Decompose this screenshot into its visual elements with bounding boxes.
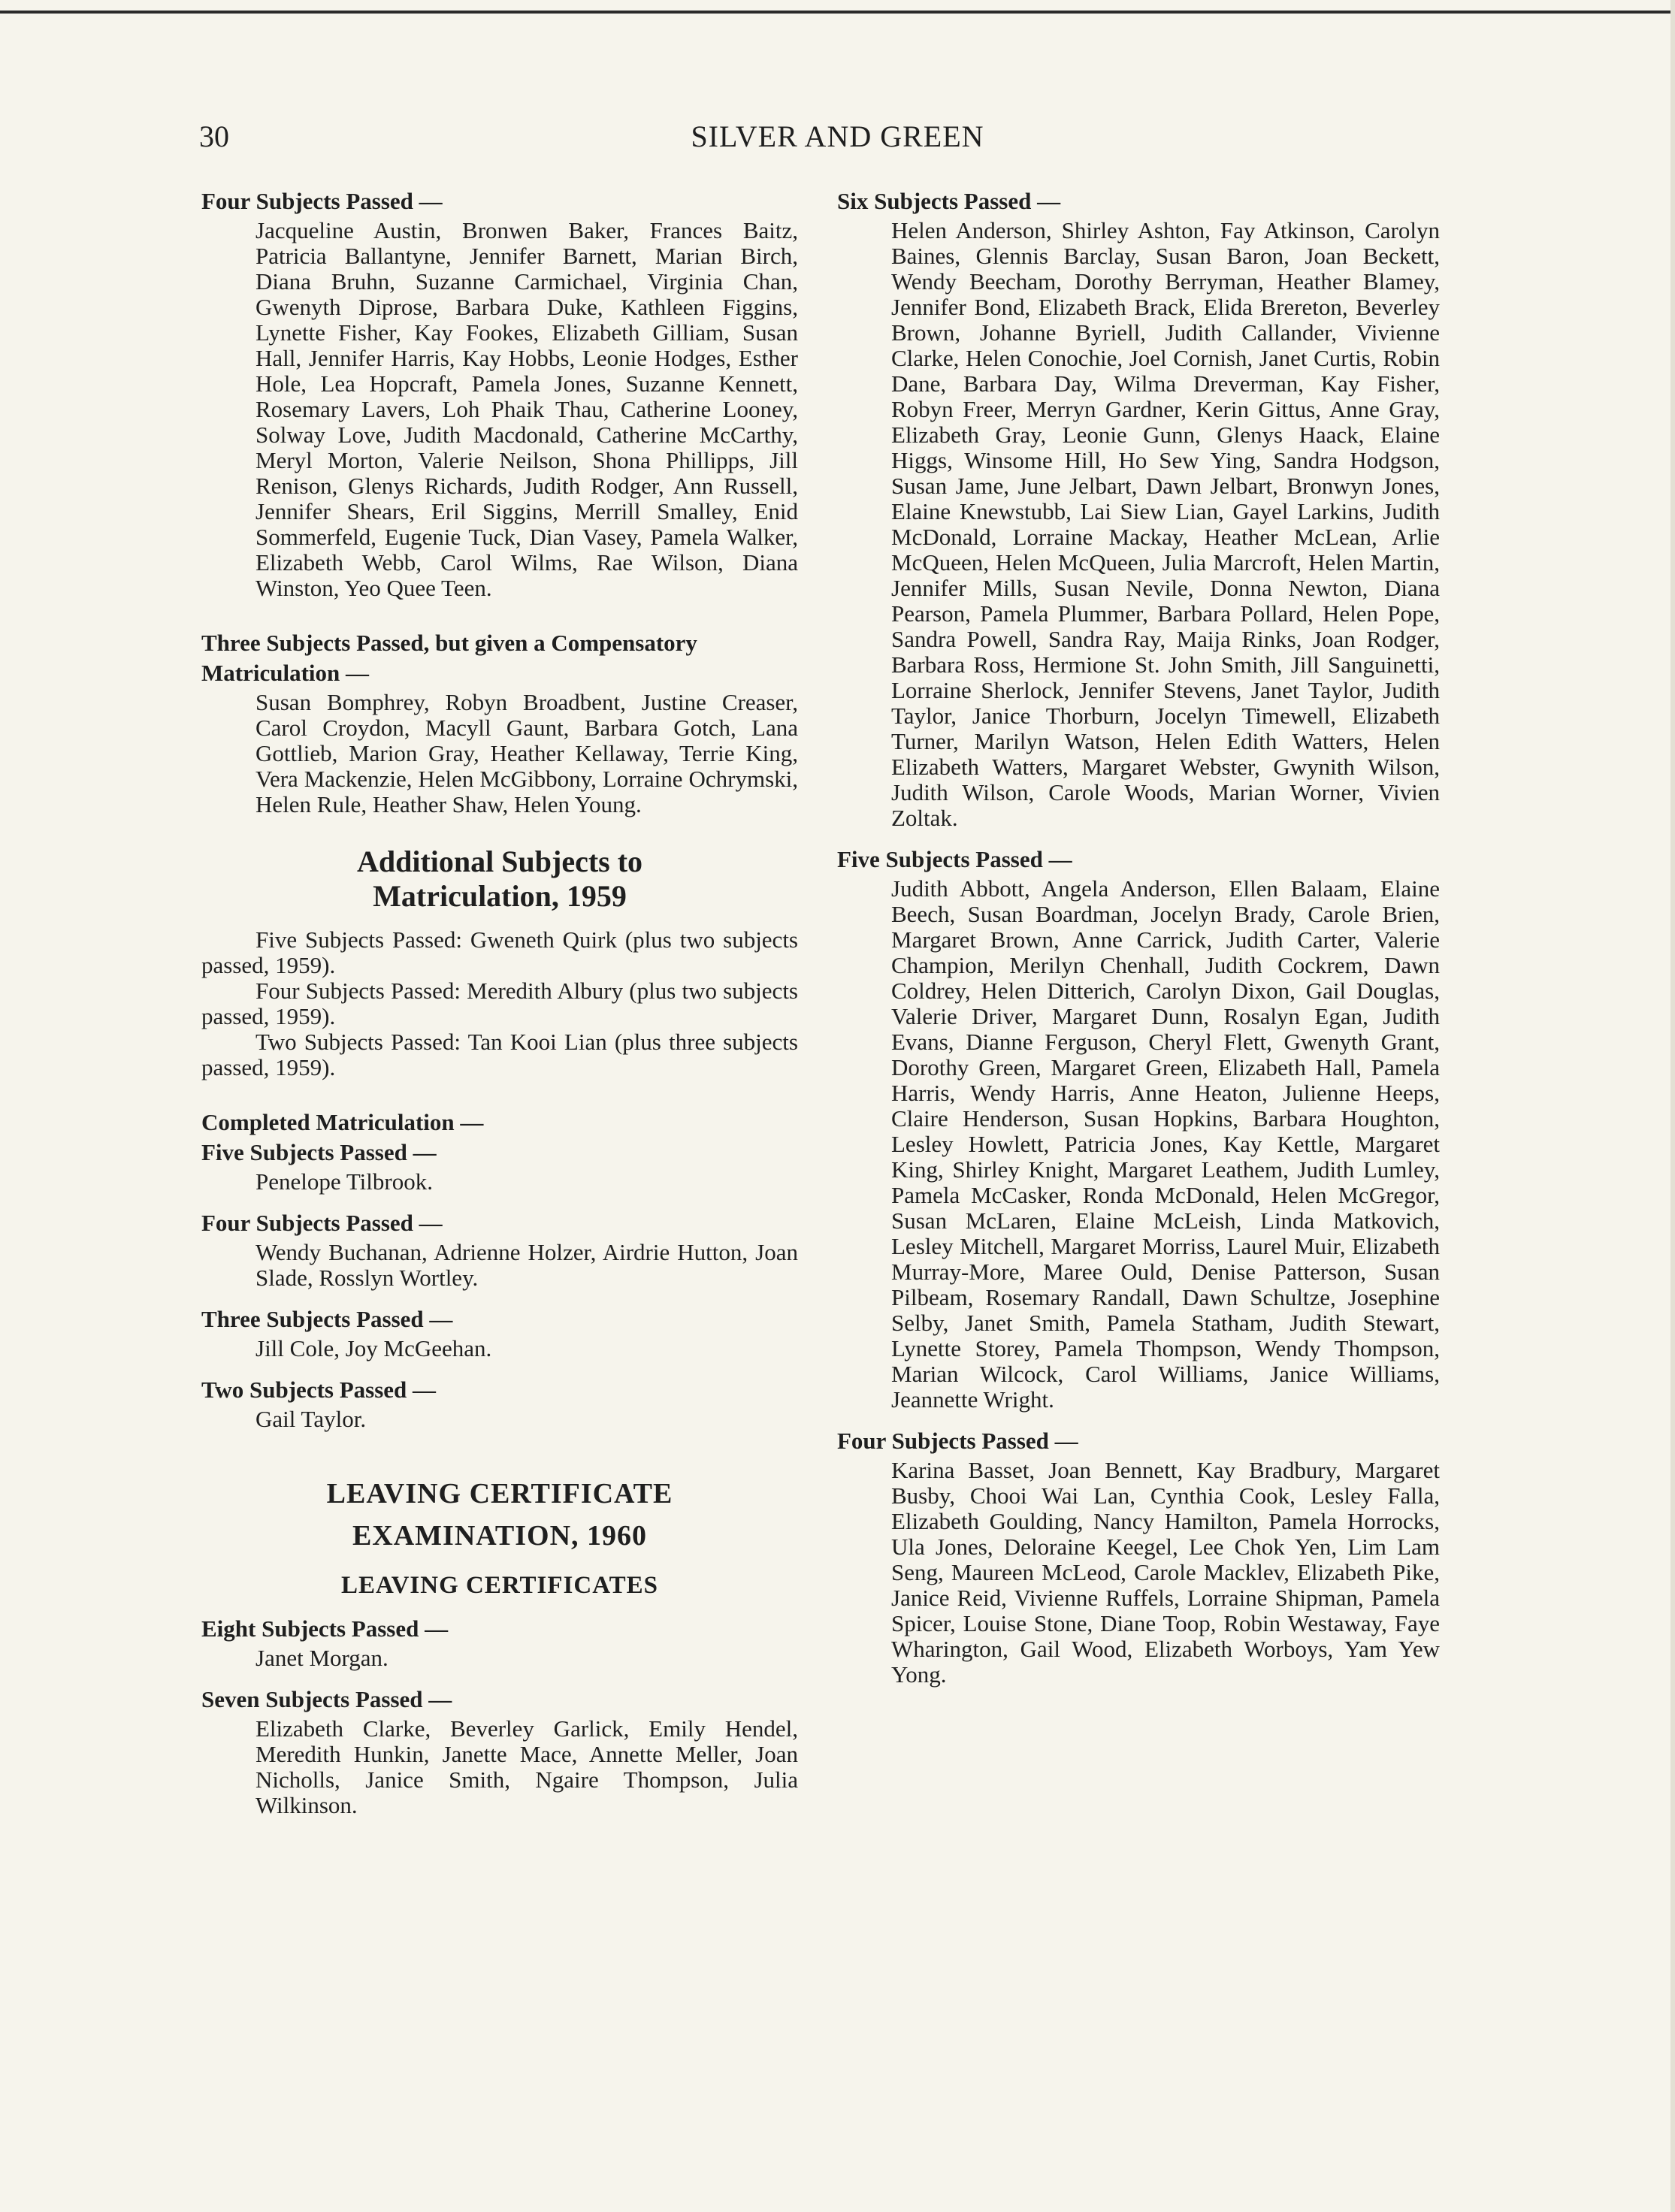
completed-four-heading: Four Subjects Passed —	[201, 1210, 443, 1236]
three-compensatory-heading: Three Subjects Passed, but given a Compensatory Matriculation —	[201, 630, 697, 686]
four-subjects-heading: Four Subjects Passed —	[201, 188, 443, 214]
page-edge	[1670, 0, 1675, 2212]
additional-line-3: Two Subjects Passed: Tan Kooi Lian (plus three subjects passed, 1959).	[201, 1029, 798, 1080]
right-four-subjects-heading: Four Subjects Passed —	[837, 1428, 1078, 1454]
completed-two-heading: Two Subjects Passed —	[201, 1376, 437, 1403]
right-column	[837, 186, 1440, 1688]
five-subjects-names: Judith Abbott, Angela Anderson, Ellen Balaam, Elaine Beech, Susan Boardman, Jocelyn Brady, Carole Brien, Margaret Brown, Anne Carrick, Judith Carter, Valerie Champion, Merilyn Chenhall, Judith Cockrem, Dawn Coldrey, Helen Ditterich, Carolyn Dixon, Gail Douglas, Valerie Driver, Margaret Dunn, Rosalyn Egan, Judith Evans, Dianne Ferguson, Cheryl Flett, Gwenyth Grant, Dorothy Green, Margaret Green, Elizabeth Hall, Pamela Harris, Wendy Harris, Anne Heaton, Julienne Heeps, Claire Henderson, Susan Hopkins, Barbara Houghton, Lesley Howlett, Patricia Jones, Kay Kettle, Margaret King, Shirley Knight, Margaret Leathem, Judith Lumley, Pamela McCasker, Ronda McDonald, Helen McGregor, Susan McLaren, Elaine McLeish, Linda Matkovich, Lesley Mitchell, Margaret Morriss, Laurel Muir, Elizabeth Murray-More, Maree Ould, Denise Patterson, Susan Pilbeam, Rosemary Randall, Dawn Schultze, Josephine Selby, Janet Smith, Pamela Statham, Judith Stewart, Lynette Storey, Pamela Thompson, Wendy Thompson, Marian Wilcock, Carol Williams, Janice Williams, Jeannette Wright.	[891, 875, 1440, 1413]
leaving-title-line1: LEAVING CERTIFICATE	[326, 1478, 673, 1509]
completed-two-names: Gail Taylor.	[255, 1406, 367, 1432]
seven-subjects-names: Elizabeth Clarke, Beverley Garlick, Emily Hendel, Meredith Hunkin, Janette Mace, Annette Meller, Joan Nicholls, Janice Smith, Ngaire Thompson, Julia Wilkinson.	[255, 1715, 798, 1818]
additional-line-2: Four Subjects Passed: Meredith Albury (plus two subjects passed, 1959).	[201, 978, 798, 1029]
additional-title-line2: Matriculation, 1959	[373, 879, 627, 913]
six-subjects-names: Helen Anderson, Shirley Ashton, Fay Atkinson, Carolyn Baines, Glennis Barclay, Susan Baron, Joan Beckett, Wendy Beecham, Dorothy Berryman, Heather Blamey, Jennifer Bond, Elizabeth Brack, Elida Brereton, Beverley Brown, Johanne Byriell, Judith Callander, Vivienne Clarke, Helen Conochie, Joel Cornish, Janet Curtis, Robin Dane, Barbara Day, Wilma Dreverman, Kay Fisher, Robyn Freer, Merryn Gardner, Kerin Gittus, Anne Gray, Elizabeth Gray, Leonie Gunn, Glenys Haack, Elaine Higgs, Winsome Hill, Ho Sew Ying, Sandra Hodgson, Susan Jame, June Jelbart, Dawn Jelbart, Bronwyn Jones, Elaine Knewstubb, Lai Siew Lian, Gayel Larkins, Judith McDonald, Lorraine Mackay, Heather McLean, Arlie McQueen, Helen McQueen, Julia Marcroft, Helen Martin, Jennifer Mills, Susan Nevile, Donna Newton, Diana Pearson, Pamela Plummer, Barbara Pollard, Helen Pope, Sandra Powell, Sandra Ray, Maija Rinks, Joan Rodger, Barbara Ross, Hermione St. John Smith, Jill Sanguinetti, Lorraine Sherlock, Jennifer Stevens, Janet Taylor, Judith Taylor, Janice Thorburn, Jocelyn Timewell, Elizabeth Turner, Marilyn Watson, Helen Edith Watters, Helen Elizabeth Watters, Margaret Webster, Gwynith Wilson, Judith Wilson, Carole Woods, Marian Worner, Vivien Zoltak.	[891, 217, 1440, 831]
completed-five-heading: Five Subjects Passed —	[201, 1139, 437, 1165]
five-subjects-heading: Five Subjects Passed —	[837, 846, 1072, 872]
eight-subjects-heading: Eight Subjects Passed —	[201, 1615, 449, 1642]
four-subjects-names: Jacqueline Austin, Bronwen Baker, Frances Baitz, Patricia Ballantyne, Jennifer Barnett, Marian Birch, Diana Bruhn, Suzanne Carmichael, Virginia Chan, Gwenyth Diprose, Barbara Duke, Kathleen Figgins, Lynette Fisher, Kay Fookes, Elizabeth Gilliam, Susan Hall, Jennifer Harris, Kay Hobbs, Leonie Hodges, Esther Hole, Lea Hopcraft, Pamela Jones, Suzanne Kennett, Rosemary Lavers, Loh Phaik Thau, Catherine Looney, Solway Love, Judith Macdonald, Catherine McCarthy, Meryl Morton, Valerie Neilson, Shona Phillipps, Jill Renison, Glenys Richards, Judith Rodger, Ann Russell, Jennifer Shears, Eril Siggins, Merrill Smalley, Enid Sommerfeld, Eugenie Tuck, Dian Vasey, Pamela Walker, Elizabeth Webb, Carol Wilms, Rae Wilson, Diana Winston, Yeo Quee Teen.	[255, 217, 798, 601]
completed-five-names: Penelope Tilbrook.	[255, 1168, 433, 1195]
running-head: SILVER AND GREEN	[691, 119, 984, 153]
leaving-subtitle: LEAVING CERTIFICATES	[341, 1572, 658, 1599]
page-number: 30	[199, 119, 229, 153]
left-column	[201, 186, 798, 1818]
six-subjects-heading: Six Subjects Passed —	[837, 188, 1061, 214]
top-rule	[0, 11, 1675, 14]
additional-line-1: Five Subjects Passed: Gweneth Quirk (plus two subjects passed, 1959).	[201, 926, 798, 978]
leaving-title-line2: EXAMINATION, 1960	[352, 1520, 648, 1552]
three-compensatory-names: Susan Bomphrey, Robyn Broadbent, Justine Creaser, Carol Croydon, Macyll Gaunt, Barbara Gotch, Lana Gottlieb, Marion Gray, Heather Kellaway, Terrie King, Vera Mackenzie, Helen McGibbony, Lorraine Ochrymski, Helen Rule, Heather Shaw, Helen Young.	[255, 689, 798, 817]
right-four-subjects-names: Karina Basset, Joan Bennett, Kay Bradbury, Margaret Busby, Chooi Wai Lan, Cynthia Cook, Lesley Falla, Elizabeth Goulding, Nancy Hamilton, Pamela Horrocks, Ula Jones, Deloraine Keegel, Lee Chok Yen, Lim Lam Seng, Maureen McLeod, Carole Macklev, Elizabeth Pike, Janice Reid, Vivienne Ruffels, Lorraine Shipman, Pamela Spicer, Louise Stone, Diane Toop, Robin Westaway, Faye Wharington, Gail Wood, Elizabeth Worboys, Yam Yew Yong.	[891, 1457, 1440, 1688]
completed-matriculation-heading: Completed Matriculation —	[201, 1109, 484, 1135]
eight-subjects-names: Janet Morgan.	[255, 1645, 389, 1671]
completed-three-heading: Three Subjects Passed —	[201, 1306, 453, 1332]
seven-subjects-heading: Seven Subjects Passed —	[201, 1686, 452, 1712]
completed-three-names: Jill Cole, Joy McGeehan.	[255, 1335, 492, 1361]
completed-four-names: Wendy Buchanan, Adrienne Holzer, Airdrie Hutton, Joan Slade, Rosslyn Wortley.	[255, 1239, 798, 1291]
additional-title-line1: Additional Subjects to	[356, 845, 643, 878]
